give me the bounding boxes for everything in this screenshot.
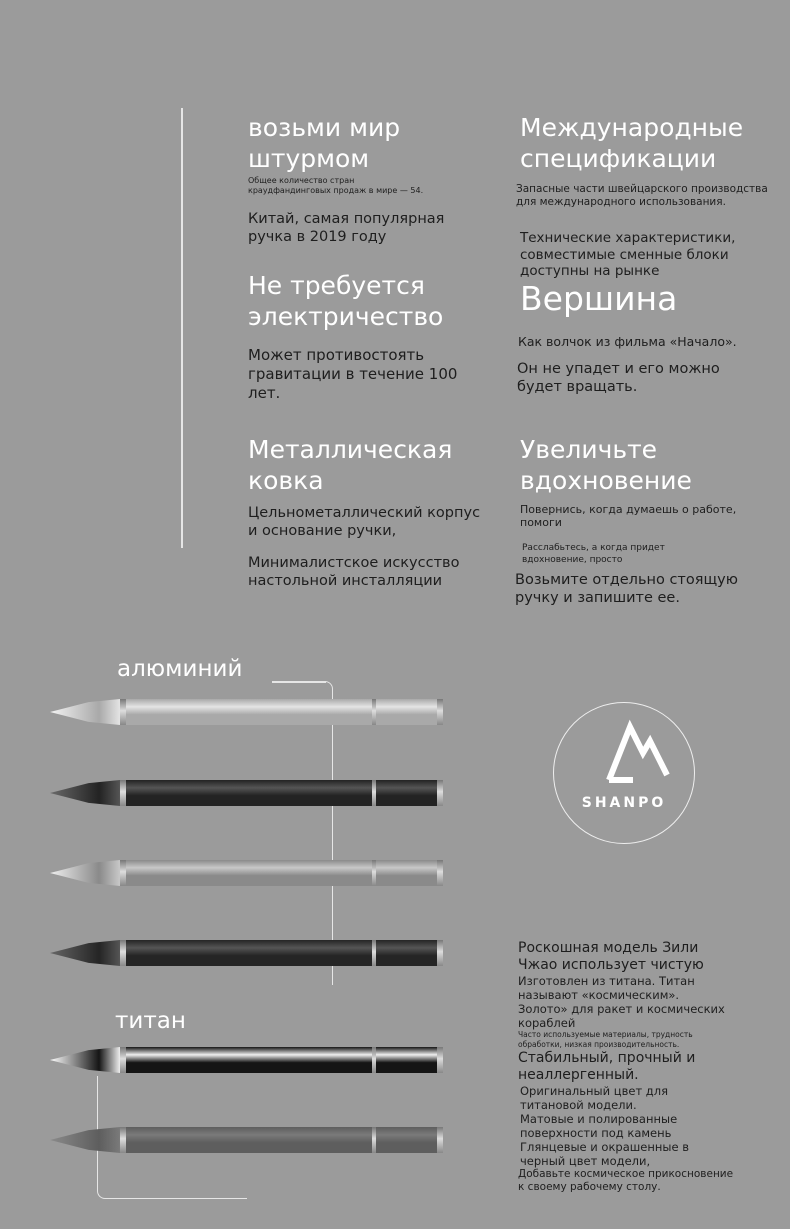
materials-difficulty-note: Часто используемые материалы, трудность обработки, низкая производительность. [518, 1030, 693, 1049]
pen-cap [376, 860, 437, 886]
pen-barrel [126, 699, 374, 725]
pen-end-ring [437, 1127, 443, 1153]
aluminium-bracket-horizontal [272, 681, 326, 683]
turn-around-note: Повернись, когда думаешь о работе, помоги [520, 503, 737, 529]
relax-note: Расслабьтесь, а когда придет вдохновение, просто [522, 543, 665, 565]
spinning-top-text: Как волчок из фильма «Начало». [518, 334, 737, 349]
titanium-description [518, 940, 778, 1194]
stable-durable-text: Стабильный, прочный и неаллергенный. [518, 1050, 696, 1083]
wont-fall-text: Он не упадет и его можно будет вращать. [517, 361, 720, 395]
pen-cap [376, 780, 437, 806]
label-aluminium: алюминий [117, 656, 243, 682]
pen-silver-aluminium [50, 699, 443, 725]
minimalist-text: Минималистское искусство настольной инсталляции [248, 555, 460, 589]
heading-peak: Вершина [520, 279, 678, 318]
pen-end-ring [437, 780, 443, 806]
heading-no-electricity: Не требуется электричество [248, 271, 444, 331]
pen-cap [376, 1127, 437, 1153]
pen-tip [50, 940, 120, 966]
heading-international-specs: Международные спецификации [520, 113, 744, 173]
finishes-text: Оригинальный цвет для титановой модели. Матовые и полированные поверхности под камень Глянцевые и окрашенные в черный цвет модели, [520, 1084, 689, 1168]
space-touch-text: Добавьте космическое прикосновение к своему рабочему столу. [518, 1168, 734, 1193]
pen-end-ring [437, 940, 443, 966]
titanium-bracket-horizontal [106, 1198, 247, 1200]
heading-storm-world: возьми мир штурмом [248, 113, 401, 173]
luxury-model-text: Роскошная модель Зили Чжао использует чистую [518, 940, 704, 973]
countries-note: Общее количество стран краудфандинговых продаж в мире — 54. [248, 176, 424, 195]
pen-black-aluminium [50, 780, 443, 806]
gravity-text: Может противостоять гравитации в течение 100 лет. [248, 346, 458, 402]
mountain-icon [554, 703, 696, 793]
pen-cap [376, 940, 437, 966]
pen-matte-titanium [50, 1127, 443, 1153]
titanium-made-text: Изготовлен из титана. Титан называют «космическим». Золото» для ракет и космических кораблей [518, 974, 725, 1030]
pen-tip [50, 1047, 120, 1073]
pen-cap [376, 699, 437, 725]
pen-tip [50, 780, 120, 806]
pen-tip [50, 699, 120, 725]
pen-end-ring [437, 1047, 443, 1073]
pen-barrel [126, 940, 374, 966]
heading-metal-forging: Металлическая ковка [248, 435, 453, 495]
metal-body-text: Цельнометаллический корпус и основание ручки, [248, 505, 481, 539]
shanpo-logo [553, 702, 695, 844]
popular-pen-text: Китай, самая популярная ручка в 2019 году [248, 211, 445, 245]
pen-tip [50, 1127, 120, 1153]
pen-cap [376, 1047, 437, 1073]
pen-end-ring [437, 699, 443, 725]
swiss-parts-note: Запасные части швейцарского производства для международного использования. [516, 183, 768, 208]
divider-line [181, 108, 183, 548]
brand-name: SHANPO [581, 795, 667, 811]
pen-polished-titanium [50, 1047, 443, 1073]
write-it-text: Возьмите отдельно стоящую ручку и запишите ее. [515, 572, 738, 606]
pen-grey-aluminium [50, 860, 443, 886]
pen-tip [50, 860, 120, 886]
pen-black-aluminium [50, 940, 443, 966]
pen-end-ring [437, 860, 443, 886]
pen-barrel [126, 860, 374, 886]
pen-barrel [126, 780, 374, 806]
heading-inspiration: Увеличьте вдохновение [520, 435, 692, 495]
tech-specs-text: Технические характеристики, совместимые сменные блоки доступны на рынке [520, 230, 736, 279]
pen-barrel [126, 1047, 374, 1073]
pen-barrel [126, 1127, 374, 1153]
label-titanium: титан [115, 1008, 186, 1034]
